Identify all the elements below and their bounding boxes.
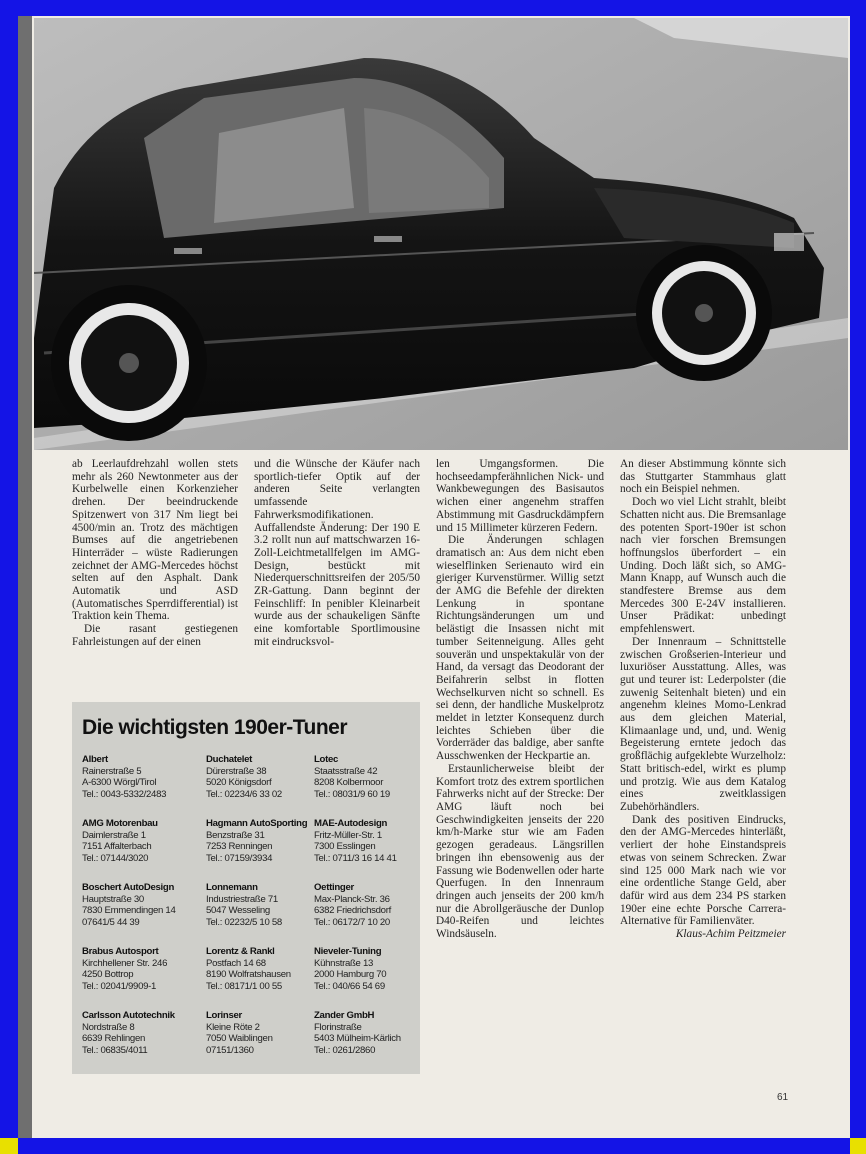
tuner-name: Oettinger <box>314 882 354 893</box>
tuner-entry <box>206 946 314 1010</box>
tuner-line: Daimlerstraße 1 <box>82 829 146 841</box>
tuner-line: Tel.: 08171/1 00 55 <box>206 981 282 993</box>
tuner-line: Tel.: 02041/9909-1 <box>82 981 157 993</box>
tuner-entry <box>314 882 418 946</box>
text-column-4 <box>620 458 786 941</box>
tuner-name: Hagmann AutoSporting <box>206 818 308 829</box>
paragraph: Die Änderungen schlagen dramatisch an: Aus dem nicht eben wieselflinken Serienauto wird ein gieriger Kurvenstürmer. Willig setzt der AMG die Befehle der direkten Lenkung in spontane Richtungsänderungen um und belästigt die Insassen nicht mit tumber Seitenneigung. Alles geht souverän und unspektakulär von der Hand, da versagt das Deodorant der Beifahrerin selbst in flotten Wechselkurven nicht so schnell. Es sei denn, der handliche Muskelprotz meldet in letzter Konsequenz durch leichtes Schieben über die Vorderräder das baldige, aber sanfte Ausschwenken der Heckpartie an. <box>436 534 604 763</box>
text-column-2 <box>254 458 420 649</box>
tuner-line: 7253 Renningen <box>206 841 273 853</box>
tuner-line: Tel.: 0711/3 16 14 41 <box>314 853 397 865</box>
tuner-line: Fritz-Müller-Str. 1 <box>314 829 382 841</box>
tuner-name: AMG Motorenbau <box>82 818 158 829</box>
tuner-line: Kirchhellener Str. 246 <box>82 957 168 969</box>
tuner-line: 8190 Wolfratshausen <box>206 969 291 981</box>
tuner-line: Tel.: 06835/4011 <box>82 1045 148 1057</box>
tuner-entry <box>82 1010 206 1074</box>
tuner-line: Hauptstraße 30 <box>82 893 144 905</box>
tuner-name: Zander GmbH <box>314 1010 375 1021</box>
tuner-line: Tel.: 08031/9 60 19 <box>314 789 390 801</box>
tuner-line: 07151/1360 <box>206 1045 254 1057</box>
tuner-box <box>72 702 420 1074</box>
paragraph: len Umgangsformen. Die hochseedampferähnlichen Nick- und Wankbewegungen des Basisautos wichen einer angenehm straffen Abstimmung mit Gasdruckdämpfern und 15 Millimeter kürzeren Federn. <box>436 458 604 534</box>
tuner-line: Rainerstraße 5 <box>82 765 142 777</box>
tuner-line: Kleine Röte 2 <box>206 1021 260 1033</box>
tuner-entry <box>314 818 418 882</box>
scan-gray-strip <box>18 16 32 1138</box>
tuner-entry <box>82 946 206 1010</box>
paragraph: ab Leerlaufdrehzahl wollen stets mehr als 260 Newtonmeter aus der Kurbelwelle einen Korkenzieher drehen. Der beeindruckende Spitzenwert von 317 Nm liegt bei 4500/min an. Trotz des mächtigen Bumses auf die angetriebenen Hinterräder – wüste Radierungen zeichnet der AMG-Mercedes höchst selten auf den Asphalt. Dank Automatik und ASD (Automatisches Sperrdifferential) ist Traktion kein Thema. <box>72 458 238 623</box>
tuner-line: 6639 Rehlingen <box>82 1033 146 1045</box>
tuner-entry <box>314 946 418 1010</box>
tuner-grid <box>82 754 418 1074</box>
tuner-name: Lotec <box>314 754 339 765</box>
tuner-line: Postfach 14 68 <box>206 957 266 969</box>
paragraph: An dieser Abstimmung könnte sich das Stuttgarter Stammhaus glatt noch ein Beispiel nehmen. <box>620 458 786 496</box>
tuner-entry <box>206 754 314 818</box>
tuner-line: Kühnstraße 13 <box>314 957 374 969</box>
tuner-line: Dürerstraße 38 <box>206 765 267 777</box>
tuner-line: Industriestraße 71 <box>206 893 278 905</box>
tuner-entry <box>314 754 418 818</box>
tuner-name: Boschert AutoDesign <box>82 882 175 893</box>
tuner-name: Duchatelet <box>206 754 253 765</box>
tuner-line: Nordstraße 8 <box>82 1021 135 1033</box>
author-signature: Klaus-Achim Peitzmeier <box>675 928 786 941</box>
tuner-name: Albert <box>82 754 108 765</box>
tuner-line: Tel.: 02234/6 33 02 <box>206 789 282 801</box>
tuner-line: Staatsstraße 42 <box>314 765 378 777</box>
tuner-name: Lorentz & Rankl <box>206 946 275 957</box>
tuner-entry <box>206 818 314 882</box>
tuner-name: Lonnemann <box>206 882 258 893</box>
tuner-entry <box>82 882 206 946</box>
tuner-line: 6382 Friedrichsdorf <box>314 905 391 917</box>
tuner-entry <box>82 754 206 818</box>
paragraph: Erstaunlicherweise bleibt der Komfort trotz des extrem sportlichen Fahrwerks nicht auf der Strecke: Der AMG läuft noch bei Geschwindigkeiten jenseits der 220 km/h-Marke stur wie am Faden gezogen geradeaus. Längsrillen bringen ihn ebensowenig aus der Fassung wie Bodenwellen oder harte Querfugen. In den Innenraum dringen auch jenseits der 200 km/h nur die Abrollgeräusche der Dunlop D40-Reifen und leichtes Windsäuseln. <box>436 762 604 941</box>
scan-frame-right <box>850 0 866 1154</box>
tuner-line: 7300 Esslingen <box>314 841 376 853</box>
paragraph: Dank des positiven Eindrucks, den der AMG-Mercedes hinterläßt, verliert der hohe Einstandspreis etwas von seinem Schrecken. Zwar sind 125 000 Mark nach wie vor eine ordentliche Stange Geld, aber dafür wird aus dem 234 PS starken 190er eine echte Porsche Carrera-Alternative für Familienväter. <box>620 813 786 928</box>
tuner-line: 5403 Mülheim-Kärlich <box>314 1033 401 1045</box>
tuner-line: Tel.: 040/66 54 69 <box>314 981 385 993</box>
tuner-entry <box>82 818 206 882</box>
tuner-line: 2000 Hamburg 70 <box>314 969 387 981</box>
tuner-line: Tel.: 06172/7 10 20 <box>314 917 390 929</box>
page-number: 61 <box>777 1092 789 1103</box>
paragraph: Die rasant gestiegenen Fahrleistungen auf der einen <box>72 623 238 648</box>
tuner-line: 7830 Emmendingen 14 <box>82 905 176 917</box>
tuner-line: 7151 Affalterbach <box>82 841 152 853</box>
tuner-box-title: Die wichtigsten 190er-Tuner <box>82 716 348 739</box>
tuner-line: Benzstraße 31 <box>206 829 265 841</box>
tuner-line: 07641/5 44 39 <box>82 917 140 929</box>
tuner-line: 5047 Wesseling <box>206 905 270 917</box>
tuner-name: MAE-Autodesign <box>314 818 388 829</box>
tuner-line: Tel.: 07144/3020 <box>82 853 149 865</box>
tuner-line: Tel.: 07159/3934 <box>206 853 273 865</box>
scan-corner-left <box>0 1138 18 1154</box>
tuner-name: Nieveler-Tuning <box>314 946 382 957</box>
car-photo <box>34 18 848 450</box>
paragraph: Der Innenraum – Schnittstelle zwischen Großserien-Interieur und luxuriöser Ausstattung. Alles, was gut und teurer ist: Lederpolster (die zuwenig Seitenhalt bieten) und ein angenehm kleines Momo-Lenkrad aus dem gleichen Material, Klimaanlage und, und, und. Wenig Begeisterung erntete jedoch das großflächig aufgeklebte Wurzelholz: Statt britisch-edel, wirkt es plump und protzig. Wie aus dem Katalog eines zweitklassigen Zubehörhändlers. <box>620 635 786 813</box>
scan-frame-top <box>0 0 866 16</box>
tuner-line: Tel.: 0261/2860 <box>314 1045 376 1057</box>
tuner-name: Brabus Autosport <box>82 946 159 957</box>
tuner-name: Lorinser <box>206 1010 242 1021</box>
tuner-line: A-6300 Wörgl/Tirol <box>82 777 157 789</box>
scan-frame-bottom <box>0 1138 866 1154</box>
tuner-line: Florinstraße <box>314 1021 362 1033</box>
paragraph: und die Wünsche der Käufer nach sportlich-tiefer Optik auf der anderen Seite verlangten umfassende Fahrwerksmodifikationen. Auffallendste Änderung: Der 190 E 3.2 rollt nun auf mattschwarzen 16-Zoll-Leichtmetallfelgen im AMG-Design, bestückt mit Niederquerschnittsreifen der 205/50 ZR-Gattung. Dann beginnt der Feinschliff: In penibler Kleinarbeit wurde aus der schaukeligen Sänfte eine komfortable Sportlimousine mit eindrucksvol- <box>254 458 420 648</box>
tuner-line: Tel.: 02232/5 10 58 <box>206 917 282 929</box>
scan-corner-right <box>850 1138 866 1154</box>
tuner-line: Max-Planck-Str. 36 <box>314 893 390 905</box>
paragraph: Doch wo viel Licht strahlt, bleibt Schatten nicht aus. Die Bremsanlage des potenten Sport-190er ist schon nach vier forschen Bremsungen hoffnungslos überfordert – ein Unding. Doch läßt sich, so AMG-Mann Knapp, auf Wunsch auch die standfestere Bremse aus dem Mercedes 300 E-24V installieren. Unser Prädikat: unbedingt empfehlenswert. <box>620 496 786 636</box>
scan-frame-left <box>0 0 18 1154</box>
text-column-3 <box>436 458 604 941</box>
tuner-entry <box>314 1010 418 1074</box>
tuner-name: Carlsson Autotechnik <box>82 1010 175 1021</box>
text-column-1 <box>72 458 238 649</box>
tuner-line: 4250 Bottrop <box>82 969 134 981</box>
tuner-entry <box>206 1010 314 1074</box>
tuner-line: 5020 Königsdorf <box>206 777 272 789</box>
magazine-page <box>32 16 850 1138</box>
tuner-line: 8208 Kolbermoor <box>314 777 384 789</box>
tuner-line: Tel.: 0043-5332/2483 <box>82 789 167 801</box>
tuner-line: 7050 Waiblingen <box>206 1033 273 1045</box>
tuner-entry <box>206 882 314 946</box>
